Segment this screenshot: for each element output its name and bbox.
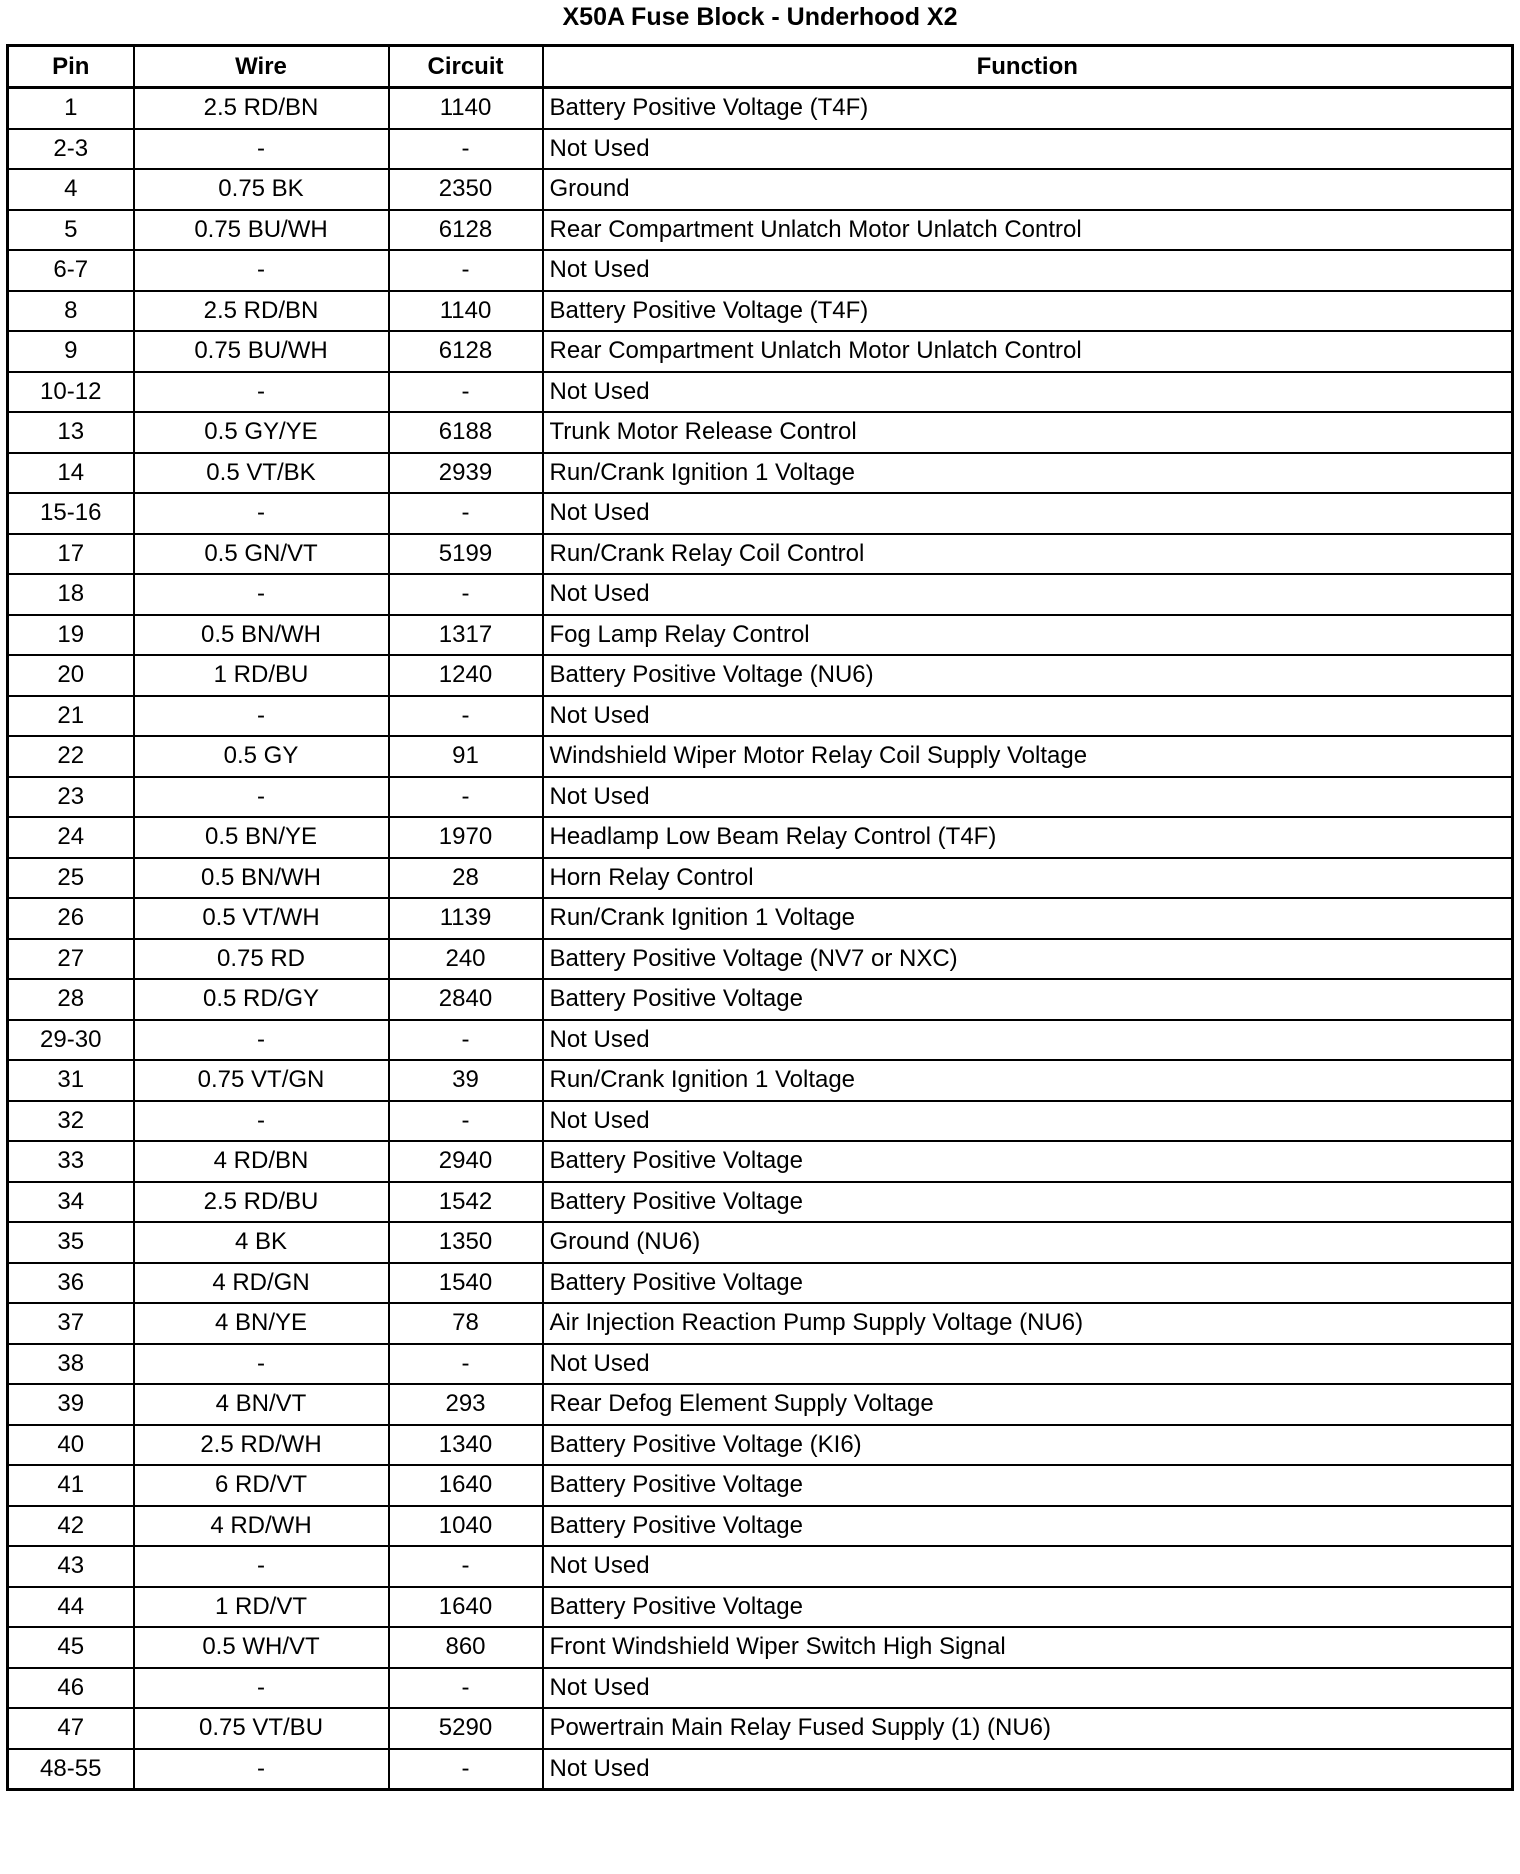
cell-circuit: 6128 [389, 331, 543, 372]
cell-function: Battery Positive Voltage [543, 979, 1513, 1020]
table-row [8, 1222, 1513, 1263]
table-row [8, 210, 1513, 251]
cell-wire: - [134, 574, 389, 615]
cell-circuit: 1640 [389, 1587, 543, 1628]
page-title: X50A Fuse Block - Underhood X2 [562, 3, 958, 31]
table-row [8, 1546, 1513, 1587]
cell-wire: 0.75 RD [134, 939, 389, 980]
cell-circuit: - [389, 777, 543, 818]
cell-circuit: 1240 [389, 655, 543, 696]
cell-circuit: 1540 [389, 1263, 543, 1304]
cell-function: Front Windshield Wiper Switch High Signal [543, 1627, 1513, 1668]
cell-function: Not Used [543, 696, 1513, 737]
table-row [8, 534, 1513, 575]
cell-pin: 48-55 [8, 1749, 134, 1790]
cell-circuit: - [389, 129, 543, 170]
cell-function: Rear Compartment Unlatch Motor Unlatch Control [543, 210, 1513, 251]
cell-wire: 0.75 BU/WH [134, 331, 389, 372]
cell-wire: - [134, 129, 389, 170]
cell-wire: 6 RD/VT [134, 1465, 389, 1506]
column-header-function: Function [543, 46, 1513, 88]
cell-circuit: 1140 [389, 291, 543, 332]
cell-function: Battery Positive Voltage [543, 1465, 1513, 1506]
cell-function: Not Used [543, 129, 1513, 170]
cell-function: Headlamp Low Beam Relay Control (T4F) [543, 817, 1513, 858]
cell-wire: 2.5 RD/BN [134, 291, 389, 332]
cell-wire: 0.5 VT/WH [134, 898, 389, 939]
column-header-pin: Pin [8, 46, 134, 88]
cell-function: Not Used [543, 1668, 1513, 1709]
table-row [8, 736, 1513, 777]
cell-pin: 20 [8, 655, 134, 696]
cell-wire: 0.5 BN/YE [134, 817, 389, 858]
cell-wire: 4 BN/YE [134, 1303, 389, 1344]
cell-function: Run/Crank Ignition 1 Voltage [543, 453, 1513, 494]
cell-circuit: - [389, 372, 543, 413]
cell-function: Rear Defog Element Supply Voltage [543, 1384, 1513, 1425]
cell-pin: 38 [8, 1344, 134, 1385]
cell-wire: 0.5 GY [134, 736, 389, 777]
cell-pin: 14 [8, 453, 134, 494]
cell-circuit: 293 [389, 1384, 543, 1425]
cell-circuit: 5199 [389, 534, 543, 575]
cell-function: Battery Positive Voltage (T4F) [543, 291, 1513, 332]
cell-function: Ground (NU6) [543, 1222, 1513, 1263]
cell-circuit: - [389, 1101, 543, 1142]
cell-function: Not Used [543, 777, 1513, 818]
table-row [8, 1465, 1513, 1506]
cell-pin: 39 [8, 1384, 134, 1425]
cell-pin: 42 [8, 1506, 134, 1547]
cell-function: Not Used [543, 574, 1513, 615]
cell-circuit: - [389, 1749, 543, 1790]
cell-circuit: - [389, 493, 543, 534]
cell-circuit: 1350 [389, 1222, 543, 1263]
cell-pin: 9 [8, 331, 134, 372]
table-row [8, 898, 1513, 939]
table-row [8, 1344, 1513, 1385]
cell-circuit: 1140 [389, 88, 543, 129]
cell-pin: 28 [8, 979, 134, 1020]
cell-pin: 4 [8, 169, 134, 210]
table-row [8, 696, 1513, 737]
cell-pin: 47 [8, 1708, 134, 1749]
cell-pin: 37 [8, 1303, 134, 1344]
table-row [8, 412, 1513, 453]
cell-wire: 4 RD/GN [134, 1263, 389, 1304]
cell-circuit: 1340 [389, 1425, 543, 1466]
table-row [8, 493, 1513, 534]
cell-wire: 0.5 WH/VT [134, 1627, 389, 1668]
table-row [8, 979, 1513, 1020]
cell-pin: 45 [8, 1627, 134, 1668]
cell-function: Battery Positive Voltage [543, 1182, 1513, 1223]
cell-wire: 1 RD/VT [134, 1587, 389, 1628]
cell-pin: 10-12 [8, 372, 134, 413]
table-row [8, 1668, 1513, 1709]
cell-wire: 4 BN/VT [134, 1384, 389, 1425]
table-row [8, 129, 1513, 170]
cell-wire: 4 RD/BN [134, 1141, 389, 1182]
cell-pin: 29-30 [8, 1020, 134, 1061]
cell-wire: 0.5 BN/WH [134, 858, 389, 899]
cell-function: Not Used [543, 372, 1513, 413]
cell-circuit: 2840 [389, 979, 543, 1020]
cell-circuit: 5290 [389, 1708, 543, 1749]
cell-pin: 15-16 [8, 493, 134, 534]
cell-wire: - [134, 1020, 389, 1061]
cell-pin: 27 [8, 939, 134, 980]
cell-pin: 5 [8, 210, 134, 251]
pinout-table [6, 44, 1514, 1791]
cell-circuit: - [389, 696, 543, 737]
column-header-circuit: Circuit [389, 46, 543, 88]
table-row [8, 1587, 1513, 1628]
table-row [8, 817, 1513, 858]
cell-wire: 0.5 GN/VT [134, 534, 389, 575]
table-row [8, 1506, 1513, 1547]
cell-function: Powertrain Main Relay Fused Supply (1) (NU6) [543, 1708, 1513, 1749]
cell-circuit: 1040 [389, 1506, 543, 1547]
table-row [8, 777, 1513, 818]
cell-wire: - [134, 493, 389, 534]
table-body [8, 88, 1513, 1790]
cell-function: Run/Crank Relay Coil Control [543, 534, 1513, 575]
table-row [8, 858, 1513, 899]
cell-function: Air Injection Reaction Pump Supply Voltage (NU6) [543, 1303, 1513, 1344]
cell-circuit: - [389, 1546, 543, 1587]
table-row [8, 1101, 1513, 1142]
cell-pin: 19 [8, 615, 134, 656]
table-row [8, 1749, 1513, 1790]
cell-function: Not Used [543, 1749, 1513, 1790]
table-row [8, 574, 1513, 615]
table-row [8, 88, 1513, 129]
cell-function: Ground [543, 169, 1513, 210]
cell-pin: 21 [8, 696, 134, 737]
cell-circuit: 1317 [389, 615, 543, 656]
cell-pin: 24 [8, 817, 134, 858]
cell-pin: 44 [8, 1587, 134, 1628]
cell-pin: 8 [8, 291, 134, 332]
cell-circuit: - [389, 1668, 543, 1709]
cell-pin: 23 [8, 777, 134, 818]
cell-pin: 17 [8, 534, 134, 575]
cell-function: Battery Positive Voltage (KI6) [543, 1425, 1513, 1466]
cell-pin: 6-7 [8, 250, 134, 291]
table-row [8, 1627, 1513, 1668]
cell-pin: 36 [8, 1263, 134, 1304]
cell-function: Horn Relay Control [543, 858, 1513, 899]
cell-wire: - [134, 250, 389, 291]
cell-function: Trunk Motor Release Control [543, 412, 1513, 453]
cell-circuit: 91 [389, 736, 543, 777]
cell-circuit: 860 [389, 1627, 543, 1668]
table-row [8, 1425, 1513, 1466]
cell-wire: 2.5 RD/BU [134, 1182, 389, 1223]
table-row [8, 939, 1513, 980]
cell-pin: 26 [8, 898, 134, 939]
cell-wire: 4 BK [134, 1222, 389, 1263]
table-row [8, 1141, 1513, 1182]
cell-wire: - [134, 696, 389, 737]
cell-function: Battery Positive Voltage (NU6) [543, 655, 1513, 696]
cell-wire: - [134, 1546, 389, 1587]
cell-circuit: 28 [389, 858, 543, 899]
cell-function: Battery Positive Voltage (NV7 or NXC) [543, 939, 1513, 980]
cell-pin: 35 [8, 1222, 134, 1263]
cell-circuit: - [389, 1344, 543, 1385]
cell-function: Battery Positive Voltage [543, 1141, 1513, 1182]
table-row [8, 1384, 1513, 1425]
cell-wire: 1 RD/BU [134, 655, 389, 696]
cell-circuit: - [389, 574, 543, 615]
table-row [8, 1020, 1513, 1061]
cell-function: Not Used [543, 1101, 1513, 1142]
cell-function: Not Used [543, 250, 1513, 291]
cell-wire: - [134, 1749, 389, 1790]
cell-wire: 0.75 VT/BU [134, 1708, 389, 1749]
cell-wire: - [134, 1668, 389, 1709]
cell-pin: 32 [8, 1101, 134, 1142]
cell-wire: 4 RD/WH [134, 1506, 389, 1547]
cell-pin: 13 [8, 412, 134, 453]
table-row [8, 1060, 1513, 1101]
cell-pin: 2-3 [8, 129, 134, 170]
cell-circuit: 1139 [389, 898, 543, 939]
cell-function: Not Used [543, 1344, 1513, 1385]
cell-function: Battery Positive Voltage [543, 1263, 1513, 1304]
cell-circuit: 6188 [389, 412, 543, 453]
table-row [8, 615, 1513, 656]
cell-wire: - [134, 1344, 389, 1385]
cell-circuit: 1970 [389, 817, 543, 858]
cell-wire: - [134, 777, 389, 818]
cell-circuit: 6128 [389, 210, 543, 251]
table-row [8, 1263, 1513, 1304]
cell-circuit: 39 [389, 1060, 543, 1101]
cell-function: Not Used [543, 1546, 1513, 1587]
cell-wire: 2.5 RD/WH [134, 1425, 389, 1466]
cell-wire: 2.5 RD/BN [134, 88, 389, 129]
cell-pin: 43 [8, 1546, 134, 1587]
cell-function: Fog Lamp Relay Control [543, 615, 1513, 656]
table-row [8, 453, 1513, 494]
cell-wire: - [134, 1101, 389, 1142]
cell-circuit: - [389, 1020, 543, 1061]
cell-circuit: 1542 [389, 1182, 543, 1223]
table-row [8, 1303, 1513, 1344]
cell-wire: 0.75 BK [134, 169, 389, 210]
cell-pin: 46 [8, 1668, 134, 1709]
cell-circuit: 2939 [389, 453, 543, 494]
cell-circuit: 78 [389, 1303, 543, 1344]
table-row [8, 372, 1513, 413]
cell-pin: 40 [8, 1425, 134, 1466]
table-row [8, 1708, 1513, 1749]
column-header-wire: Wire [134, 46, 389, 88]
cell-pin: 41 [8, 1465, 134, 1506]
cell-function: Rear Compartment Unlatch Motor Unlatch Control [543, 331, 1513, 372]
cell-circuit: 1640 [389, 1465, 543, 1506]
table-row [8, 1182, 1513, 1223]
cell-circuit: 2940 [389, 1141, 543, 1182]
cell-pin: 31 [8, 1060, 134, 1101]
cell-pin: 22 [8, 736, 134, 777]
cell-circuit: 2350 [389, 169, 543, 210]
cell-wire: 0.5 BN/WH [134, 615, 389, 656]
cell-pin: 34 [8, 1182, 134, 1223]
table-row [8, 655, 1513, 696]
cell-function: Battery Positive Voltage [543, 1587, 1513, 1628]
cell-wire: - [134, 372, 389, 413]
cell-function: Windshield Wiper Motor Relay Coil Supply Voltage [543, 736, 1513, 777]
table-row [8, 291, 1513, 332]
cell-pin: 1 [8, 88, 134, 129]
table-row [8, 250, 1513, 291]
cell-wire: 0.75 BU/WH [134, 210, 389, 251]
cell-function: Battery Positive Voltage (T4F) [543, 88, 1513, 129]
table-row [8, 169, 1513, 210]
cell-circuit: - [389, 250, 543, 291]
cell-function: Battery Positive Voltage [543, 1506, 1513, 1547]
cell-circuit: 240 [389, 939, 543, 980]
cell-wire: 0.75 VT/GN [134, 1060, 389, 1101]
cell-wire: 0.5 RD/GY [134, 979, 389, 1020]
cell-pin: 33 [8, 1141, 134, 1182]
cell-function: Not Used [543, 493, 1513, 534]
cell-wire: 0.5 VT/BK [134, 453, 389, 494]
table-row [8, 331, 1513, 372]
cell-pin: 18 [8, 574, 134, 615]
cell-function: Run/Crank Ignition 1 Voltage [543, 1060, 1513, 1101]
cell-function: Run/Crank Ignition 1 Voltage [543, 898, 1513, 939]
cell-function: Not Used [543, 1020, 1513, 1061]
cell-wire: 0.5 GY/YE [134, 412, 389, 453]
cell-pin: 25 [8, 858, 134, 899]
table-header-row [8, 46, 1513, 88]
